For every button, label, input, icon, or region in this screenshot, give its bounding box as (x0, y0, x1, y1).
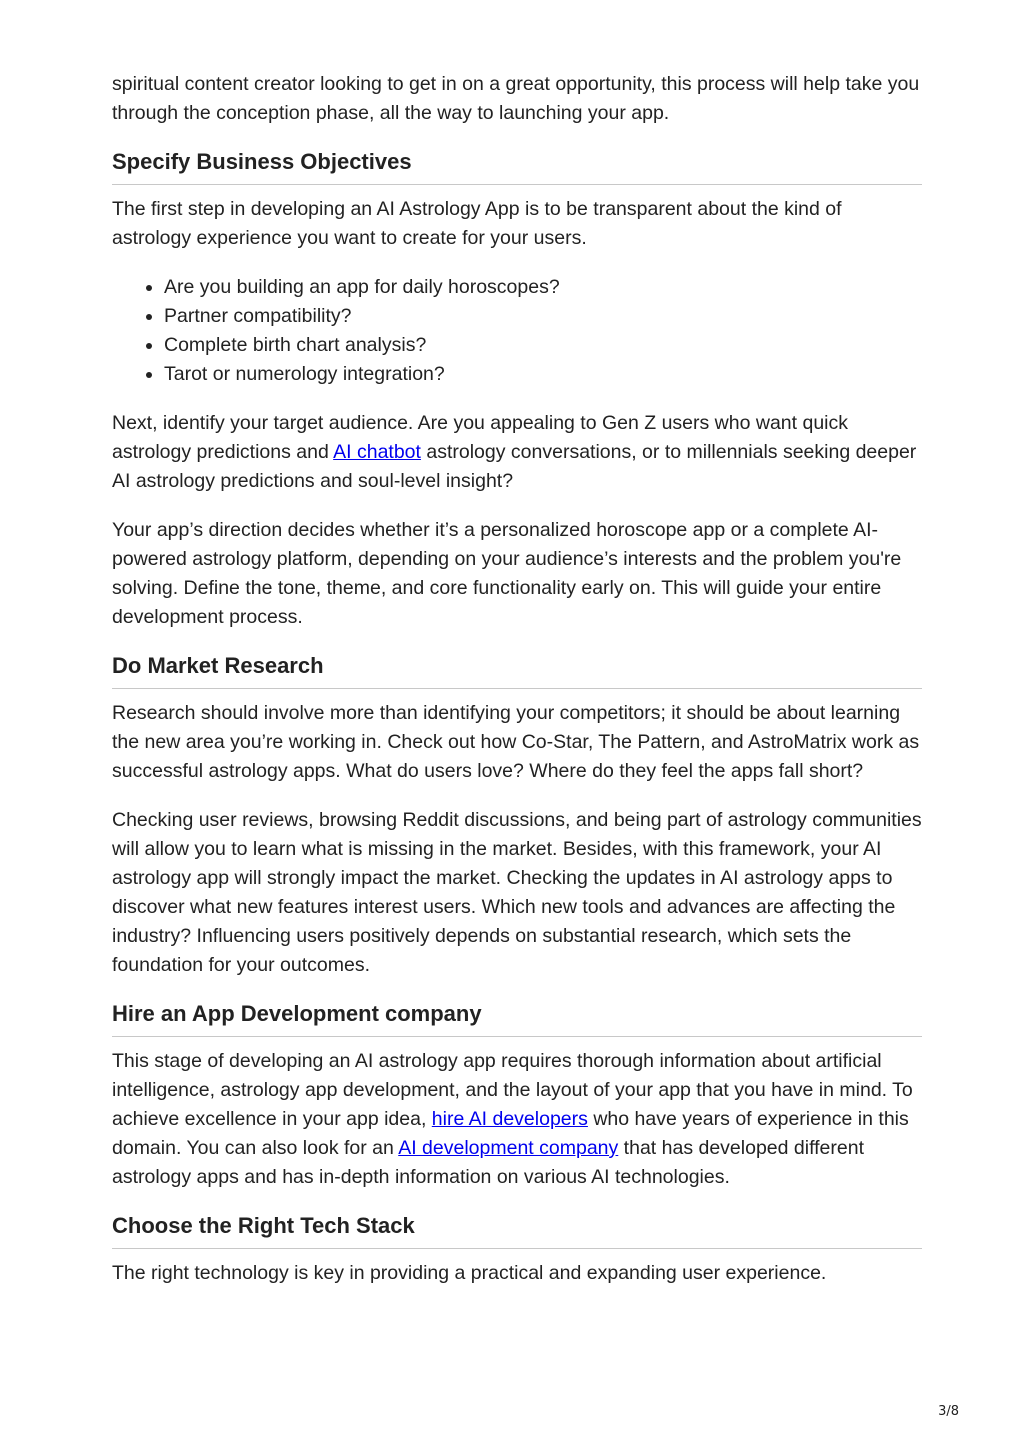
objectives-paragraph-1: The first step in developing an AI Astrology App is to be transparent about the kind of astrology experience you want to create for your users. (112, 198, 842, 249)
hire-ai-developers-link[interactable]: hire AI developers (431, 1108, 588, 1130)
section-hire-company (112, 1000, 922, 1192)
objectives-paragraph-3: Your app’s direction decides whether it’s a personalized horoscope app or a complete AI-powered astrology platform, depending on your audience’s interests and the problem you're solving. Define the tone, theme, and core functionality early on. This will guide your entire development process. (112, 519, 902, 628)
list-item: • Are you building an app for daily horoscopes? (164, 273, 922, 302)
hire-paragraph-1 (112, 1047, 922, 1192)
research-paragraph-2: Checking user reviews, browsing Reddit discussions, and being part of astrology communities will allow you to learn what is missing in the market. Besides, with this framework, your AI astrology app will strongly impact the market. Checking the updates in AI astrology apps to discover what new features interest users. Which new tools and advances are affecting the industry? Influencing users positively depends on substantial research, which sets the foundation for your outcomes. (112, 809, 922, 976)
list-item: • Complete birth chart analysis? (164, 331, 922, 360)
section-tech-stack (112, 1212, 922, 1288)
paragraph-text: who have years of experience in this domain. You can also look for an (112, 1108, 909, 1159)
research-paragraph-1: Research should involve more than identifying your competitors; it should be about learning the new area you’re working in. Check out how Co-Star, The Pattern, and AstroMatrix work as successful astrology apps. What do users love? Where do they feel the apps fall short? (112, 702, 920, 782)
heading-business-objectives: Specify Business Objectives (112, 148, 922, 185)
objectives-paragraph-2 (112, 409, 922, 496)
ai-development-company-link[interactable]: AI development company (398, 1137, 619, 1159)
heading-market-research: Do Market Research (112, 652, 922, 689)
section-market-research (112, 652, 922, 980)
paragraph-text: that has developed different astrology apps and has in-depth information on various AI technologies. (112, 1137, 865, 1188)
intro-paragraph: spiritual content creator looking to get in on a great opportunity, this process will help take you through the conception phase, all the way to launching your app. (112, 73, 920, 124)
list-item: • Partner compatibility? (164, 302, 922, 331)
ai-chatbot-link[interactable]: AI chatbot (333, 441, 421, 463)
paragraph-text: Next, identify your target audience. Are you appealing to Gen Z users who want quick astrology predictions and (112, 412, 849, 463)
heading-hire-company: Hire an App Development company (112, 1000, 922, 1037)
objectives-bullet-list (112, 273, 922, 389)
paragraph-text: astrology conversations, or to millennials seeking deeper AI astrology predictions and soul-level insight? (112, 441, 917, 492)
document-page (112, 70, 922, 1308)
heading-tech-stack: Choose the Right Tech Stack (112, 1212, 922, 1249)
tech-paragraph-1: The right technology is key in providing a practical and expanding user experience. (112, 1262, 827, 1284)
paragraph-text: This stage of developing an AI astrology app requires thorough information about artificial intelligence, astrology app development, and the layout of your app that you have in mind. To achieve excellence in your app idea, (112, 1050, 913, 1130)
section-business-objectives (112, 148, 922, 632)
list-item: • Tarot or numerology integration? (164, 360, 922, 389)
page-number: 3/8 (938, 1404, 959, 1419)
